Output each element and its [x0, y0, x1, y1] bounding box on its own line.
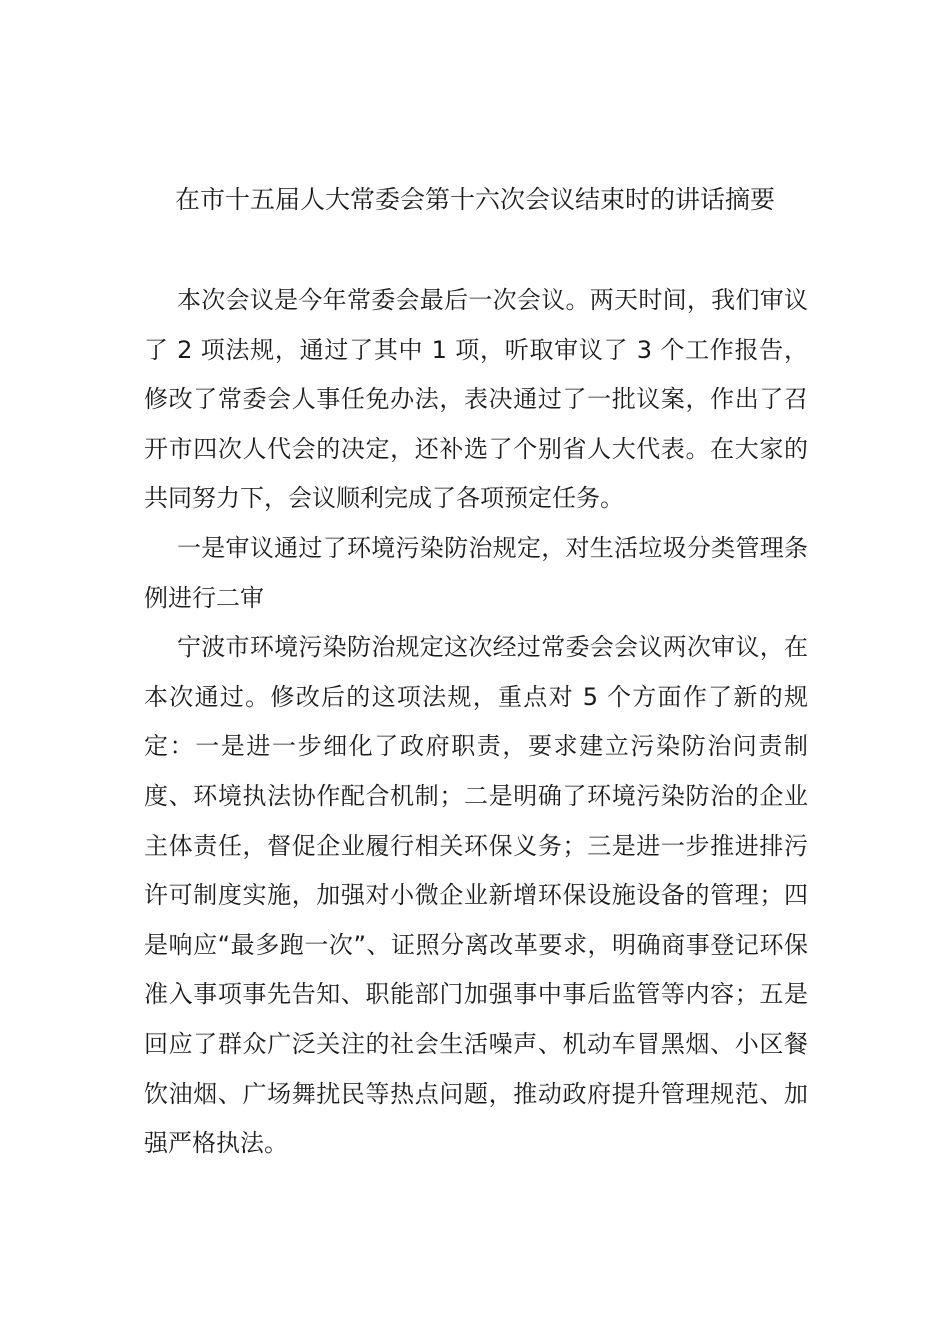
paragraph-meeting-summary: 本次会议是今年常委会最后一次会议。两天时间，我们审议了 2 项法规，通过了其中 1 项，听取审议了 3 个工作报告，修改了常委会人事任免办法，表决通过了一批议案，作出了召开市四次人代会的决定，还补选了个别省人大代表。在大家的共同努力下，会议顺利完成了各项预定任务。 — [144, 286, 808, 513]
paragraph-section-heading: 一是审议通过了环境污染防治规定，对生活垃圾分类管理条例进行二审 — [144, 533, 808, 612]
document-body — [144, 276, 808, 1169]
document-title: 在市十五届人大常委会第十六次会议结束时的讲话摘要 — [174, 185, 775, 214]
paragraph-regulation-details: 宁波市环境污染防治规定这次经过常委会会议两次审议，在本次通过。修改后的这项法规，重点对 5 个方面作了新的规定：一是进一步细化了政府职责，要求建立污染防治问责制度、环境执法协作配合机制；二是明确了环境污染防治的企业主体责任，督促企业履行相关环保义务；三是进一步推进排污许可制度实施，加强对小微企业新增环保设施设备的管理；四是响应“最多跑一次”、证照分离改革要求，明确商事登记环保准入事项事先告知、职能部门加强事中事后监管等内容；五是回应了群众广泛关注的社会生活噪声、机动车冒黑烟、小区餐饮油烟、广场舞扰民等热点问题，推动政府提升管理规范、加强严格执法。 — [144, 633, 808, 1158]
